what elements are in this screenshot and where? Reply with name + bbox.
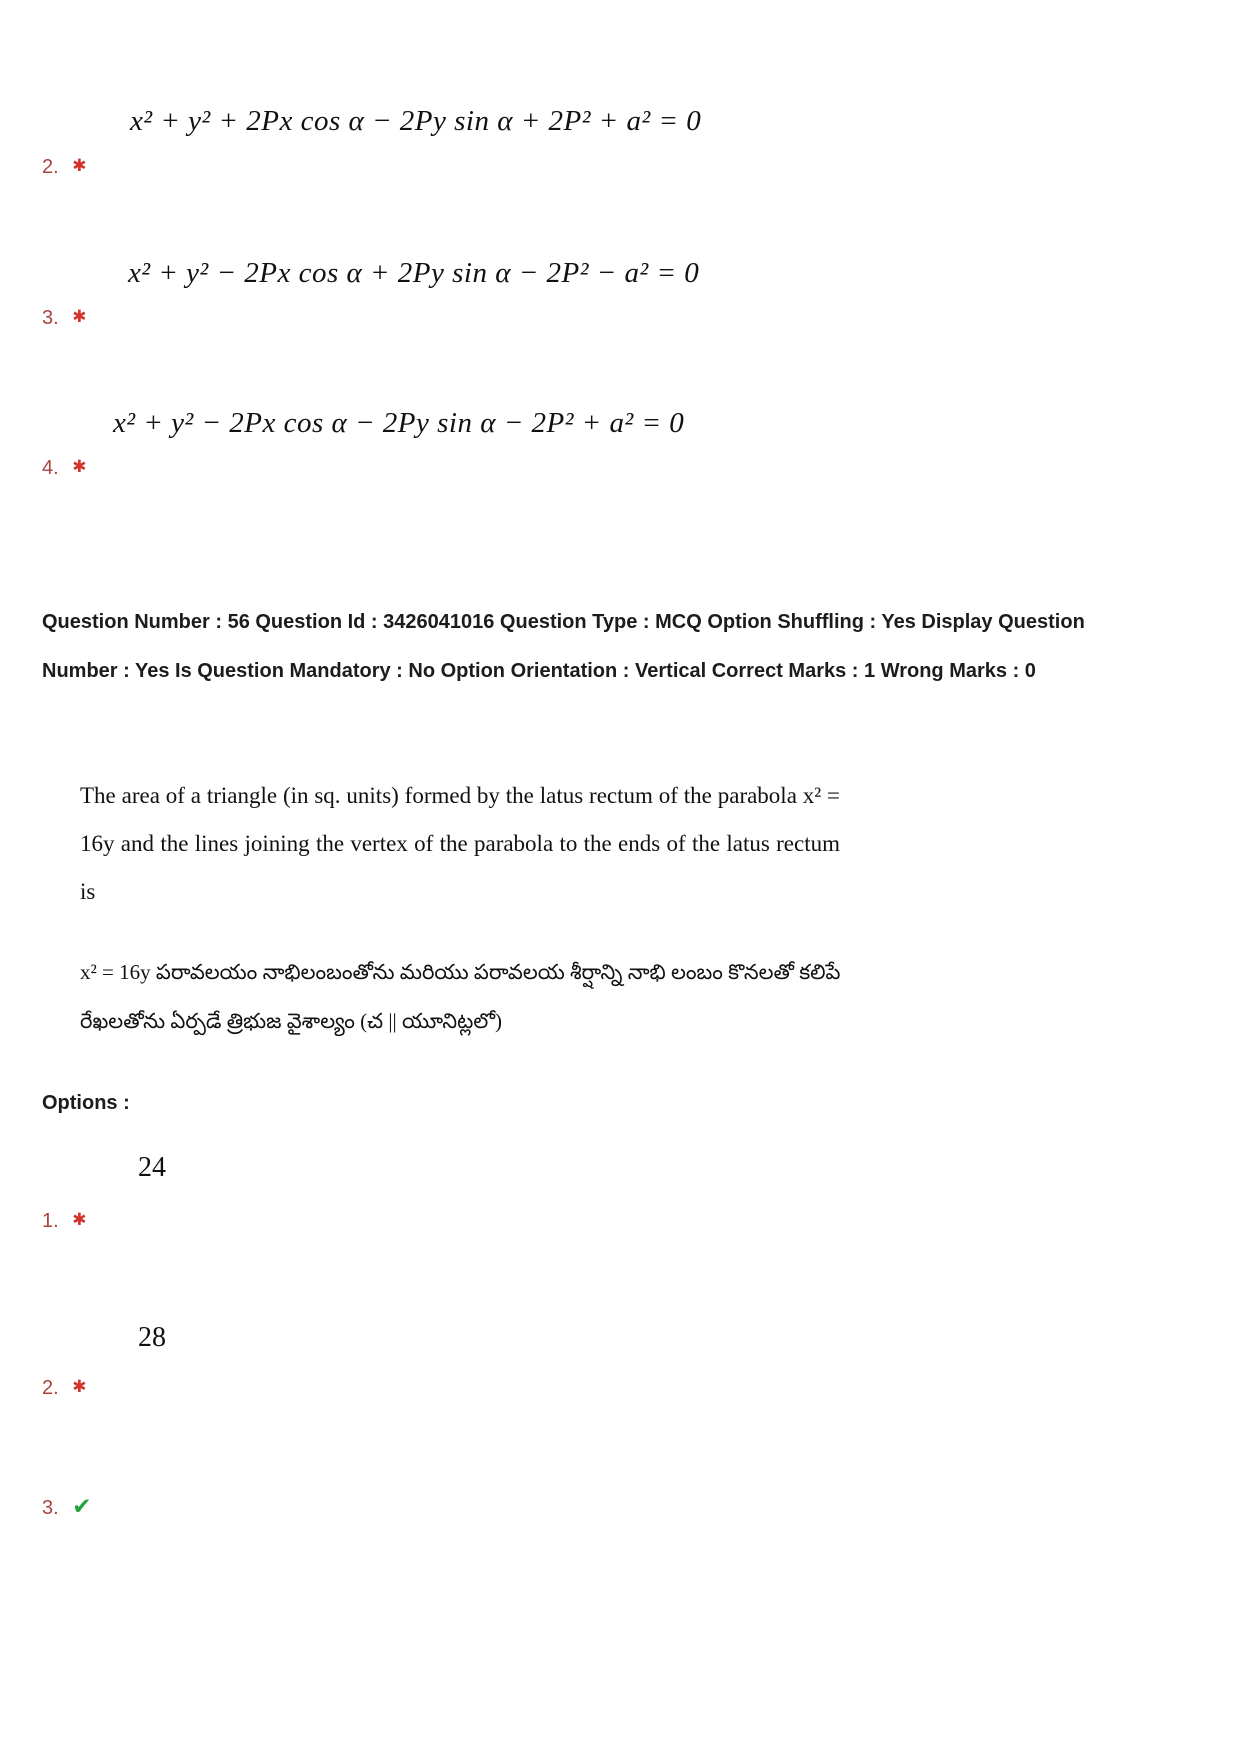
option-2-result	[42, 156, 87, 179]
option-1-result	[42, 1210, 87, 1233]
option-3-formula: x² + y² − 2Px cos α + 2Py sin α − 2P² − a² = 0	[128, 257, 700, 289]
options-heading: Options :	[42, 1092, 130, 1114]
option-3-result	[42, 1493, 92, 1520]
wrong-mark-icon: ✱	[72, 156, 87, 175]
option-number: 1.	[42, 1210, 59, 1232]
option-number: 2.	[42, 1377, 59, 1399]
option-number: 2.	[42, 156, 59, 178]
question-text-telugu: x² = 16y పరావలయం నాభిలంబంతోను మరియు పరావలయ శీర్షాన్ని నాభి లంబం కొనలతో కలిపే రేఖలతోను ఏర్పడే త్రిభుజ వైశాల్యం (చ || యూనిట్లలో)	[80, 960, 841, 1033]
option-4-formula: x² + y² − 2Px cos α − 2Py sin α − 2P² + a² = 0	[113, 407, 685, 439]
option-3-result	[42, 307, 87, 330]
option-number: 3.	[42, 307, 59, 329]
option-number: 4.	[42, 457, 59, 479]
wrong-mark-icon: ✱	[72, 1377, 87, 1396]
wrong-mark-icon: ✱	[72, 457, 87, 476]
option-4-result	[42, 457, 87, 480]
wrong-mark-icon: ✱	[72, 307, 87, 326]
option-2-formula: x² + y² + 2Px cos α − 2Py sin α + 2P² + a² = 0	[130, 105, 702, 137]
question-metadata: Question Number : 56 Question Id : 3426041016 Question Type : MCQ Option Shuffling : Yes Display Question Number : Yes Is Question Mandatory : No Option Orientation : Vertical Correct Marks : 1 Wrong Marks : 0	[42, 611, 1085, 682]
option-2-result	[42, 1377, 87, 1400]
option-2-value: 28	[138, 1322, 166, 1353]
question-text-english: The area of a triangle (in sq. units) formed by the latus rectum of the parabola x² = 16y and the lines joining the vertex of the parabola to the ends of the latus rectum is	[80, 783, 840, 904]
correct-mark-icon: ✔	[72, 1493, 92, 1519]
option-number: 3.	[42, 1497, 59, 1519]
wrong-mark-icon: ✱	[72, 1210, 87, 1229]
option-1-value: 24	[138, 1152, 166, 1183]
